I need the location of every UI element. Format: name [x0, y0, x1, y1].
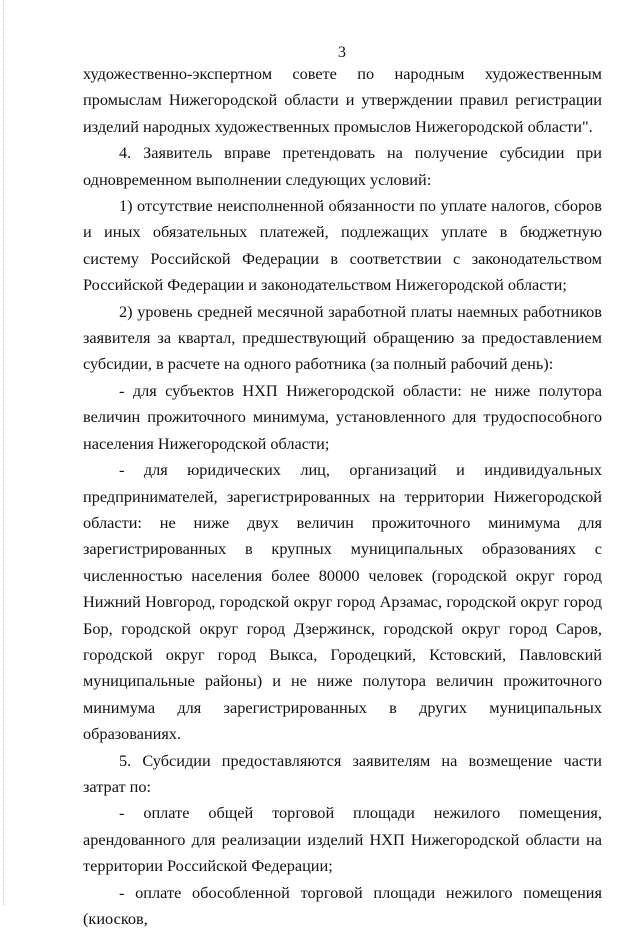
paragraph-condition-2: 2) уровень средней месячной заработной платы наемных работников заявителя за квартал, предшествующий обращению за предоставлением субсидии, в расчете на одного работника (за полный рабочий день): — [83, 301, 602, 374]
paragraph-nhp-subjects: - для субъектов НХП Нижегородской области: не ниже полутора величин прожиточного минимума, установленного для трудоспособного населения Нижегородской области; — [83, 380, 602, 453]
document-body — [83, 61, 602, 932]
scan-margin-line — [3, 0, 4, 905]
paragraph-clause-4: 4. Заявитель вправе претендовать на получение субсидии при одновременном выполнении следующих условий: — [83, 143, 602, 189]
paragraph-legal-entities: - для юридических лиц, организаций и индивидуальных предпринимателей, зарегистрированных на территории Нижегородской области: не ниже двух величин прожиточного минимума для зарегистрированных в крупных муниципальных образованиях с численностью населения более 80000 человек (городской округ город Нижний Новгород, городской округ город Арзамас, городской округ город Бор, городской округ город Дзержинск, городской округ город Саров, городской округ город Выкса, Городецкий, Кстовский, Павловский муниципальные районы) и не ниже полутора величин прожиточного минимума для зарегистрированных в других муниципальных образованиях. — [83, 460, 602, 744]
page-number: 3 — [337, 42, 347, 61]
paragraph-clause-5: 5. Субсидии предоставляются заявителям на возмещение части затрат по: — [83, 750, 602, 796]
paragraph-separate-trade-area: - оплате обособленной торговой площади нежилого помещения (киосков, — [83, 882, 602, 928]
paragraph-trade-area-rent: - оплате общей торговой площади нежилого помещения, арендованного для реализации изделий НХП Нижегородской области на территории Российской Федерации; — [83, 803, 602, 876]
paragraph-condition-1: 1) отсутствие неисполненной обязанности по уплате налогов, сборов и иных обязательных платежей, подлежащих уплате в бюджетную систему Российской Федерации в соответствии с законодательством Российской Федерации и законодательством Нижегородской области; — [83, 196, 602, 295]
paragraph-continuation: художественно-экспертном совете по народным художественным промыслам Нижегородской области и утверждении правил регистрации изделий народных художественных промыслов Нижегородской области". — [83, 64, 602, 136]
